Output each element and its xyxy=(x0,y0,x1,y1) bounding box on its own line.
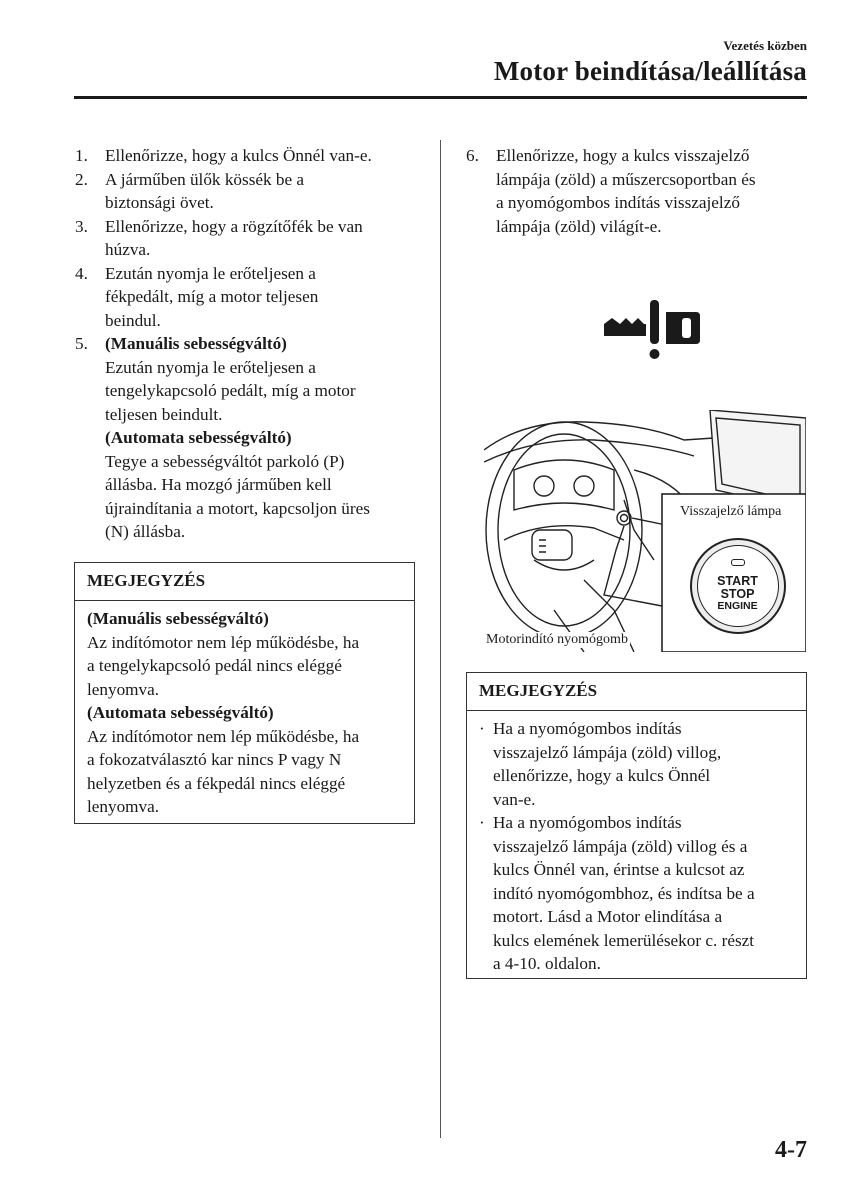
step-line: a nyomógombos indítás visszajelző xyxy=(496,193,740,212)
step-number: 5. xyxy=(75,334,88,353)
step-line: fékpedált, míg a motor teljesen xyxy=(105,287,319,306)
note-subheading: (Manuális sebességváltó) xyxy=(87,609,269,628)
note-line: Az indítómotor nem lép működésbe, ha xyxy=(87,726,360,746)
note-heading: MEGJEGYZÉS xyxy=(75,563,414,601)
subheading-automatic: (Automata sebességváltó) xyxy=(105,428,292,447)
callout-start-button: Motorindító nyomógomb xyxy=(486,632,628,647)
note-line: ellenőrizze, hogy a kulcs Önnél xyxy=(493,766,711,785)
note-box-left xyxy=(74,562,415,824)
note-line: lenyomva. xyxy=(87,679,160,699)
button-text-stop: STOP xyxy=(720,586,755,601)
note-line: kulcs Önnél van, érintse a kulcsot az xyxy=(493,860,745,879)
note-line: visszajelző lámpája (zöld) villog és a xyxy=(493,836,748,856)
note-line: a fokozatválasztó kar nincs P vagy N xyxy=(87,750,342,769)
step-line: biztonsági övet. xyxy=(105,193,214,212)
step-line: (N) állásba. xyxy=(105,522,186,541)
note-body xyxy=(75,601,414,827)
page-number: 4-7 xyxy=(775,1137,807,1163)
step-number: 3. xyxy=(75,216,88,236)
step-line: Ezután nyomja le erőteljesen a xyxy=(105,357,316,377)
step-line: tengelykapcsoló pedált, míg a motor xyxy=(105,381,356,400)
note-line: a tengelykapcsoló pedál nincs eléggé xyxy=(87,656,342,675)
step-number: 4. xyxy=(75,263,88,283)
note-bullet xyxy=(479,717,794,811)
step-line: teljesen beindult. xyxy=(105,404,223,424)
note-line: Ha a nyomógombos indítás xyxy=(493,719,682,738)
bullet-marker: · xyxy=(479,813,485,832)
step-line: Ellenőrizze, hogy a kulcs visszajelző xyxy=(496,146,750,165)
step-line: állásba. Ha mozgó járműben kell xyxy=(105,475,332,494)
start-stop-button xyxy=(697,545,779,627)
subheading-manual: (Manuális sebességváltó) xyxy=(105,334,287,353)
note-line: lenyomva. xyxy=(87,797,160,816)
note-line: indító nyomógombhoz, és indítsa be a xyxy=(493,883,755,903)
callout-indicator-lamp: Visszajelző lámpa xyxy=(680,504,782,519)
step-line: Ezután nyomja le erőteljesen a xyxy=(105,263,316,283)
note-body xyxy=(467,711,806,984)
note-line: Ha a nyomógombos indítás xyxy=(493,813,682,832)
note-line: kulcs elemének lemerülésekor c. részt xyxy=(493,930,755,950)
note-line: van-e. xyxy=(493,789,536,809)
dashboard-figure xyxy=(484,410,806,652)
title-rule xyxy=(74,96,807,99)
start-stop-button-outer xyxy=(690,538,786,634)
page-title: Motor beindítása/leállítása xyxy=(493,56,807,86)
indicator-lamp xyxy=(731,559,745,566)
step-number: 2. xyxy=(75,169,88,189)
button-text-engine: ENGINE xyxy=(717,600,758,612)
step-line: újraindítania a motort, kapcsoljon üres xyxy=(105,498,370,518)
note-subheading: (Automata sebességváltó) xyxy=(87,703,274,722)
step-number: 6. xyxy=(466,146,479,165)
step-line: A járműben ülők kössék be a xyxy=(105,169,305,189)
note-line: a 4-10. oldalon. xyxy=(493,954,601,973)
note-heading: MEGJEGYZÉS xyxy=(467,673,806,711)
step-line: lámpája (zöld) a műszercsoportban és xyxy=(496,169,756,189)
step-line: beindul. xyxy=(105,310,161,330)
bullet-marker: · xyxy=(479,719,485,738)
note-bullet xyxy=(479,811,794,976)
note-box-right xyxy=(466,672,807,979)
step-line: Ellenőrizze, hogy a rögzítőfék be van xyxy=(105,216,363,236)
step-number: 1. xyxy=(75,146,88,165)
section-label: Vezetés közben xyxy=(723,38,807,53)
note-line: helyzetben és a fékpedál nincs eléggé xyxy=(87,773,346,793)
note-line: visszajelző lámpája (zöld) villog, xyxy=(493,742,722,762)
step-line: Ellenőrizze, hogy a kulcs Önnél van-e. xyxy=(105,146,372,165)
step-line: Tegye a sebességváltót parkoló (P) xyxy=(105,451,345,471)
step-line: húzva. xyxy=(105,240,151,259)
step-line: lámpája (zöld) világít-e. xyxy=(496,216,662,236)
button-text-start: START xyxy=(717,574,758,588)
note-line: Az indítómotor nem lép működésbe, ha xyxy=(87,632,360,652)
key-warning-indicator-icon xyxy=(600,296,704,362)
note-line: motort. Lásd a Motor elindítása a xyxy=(493,907,723,926)
